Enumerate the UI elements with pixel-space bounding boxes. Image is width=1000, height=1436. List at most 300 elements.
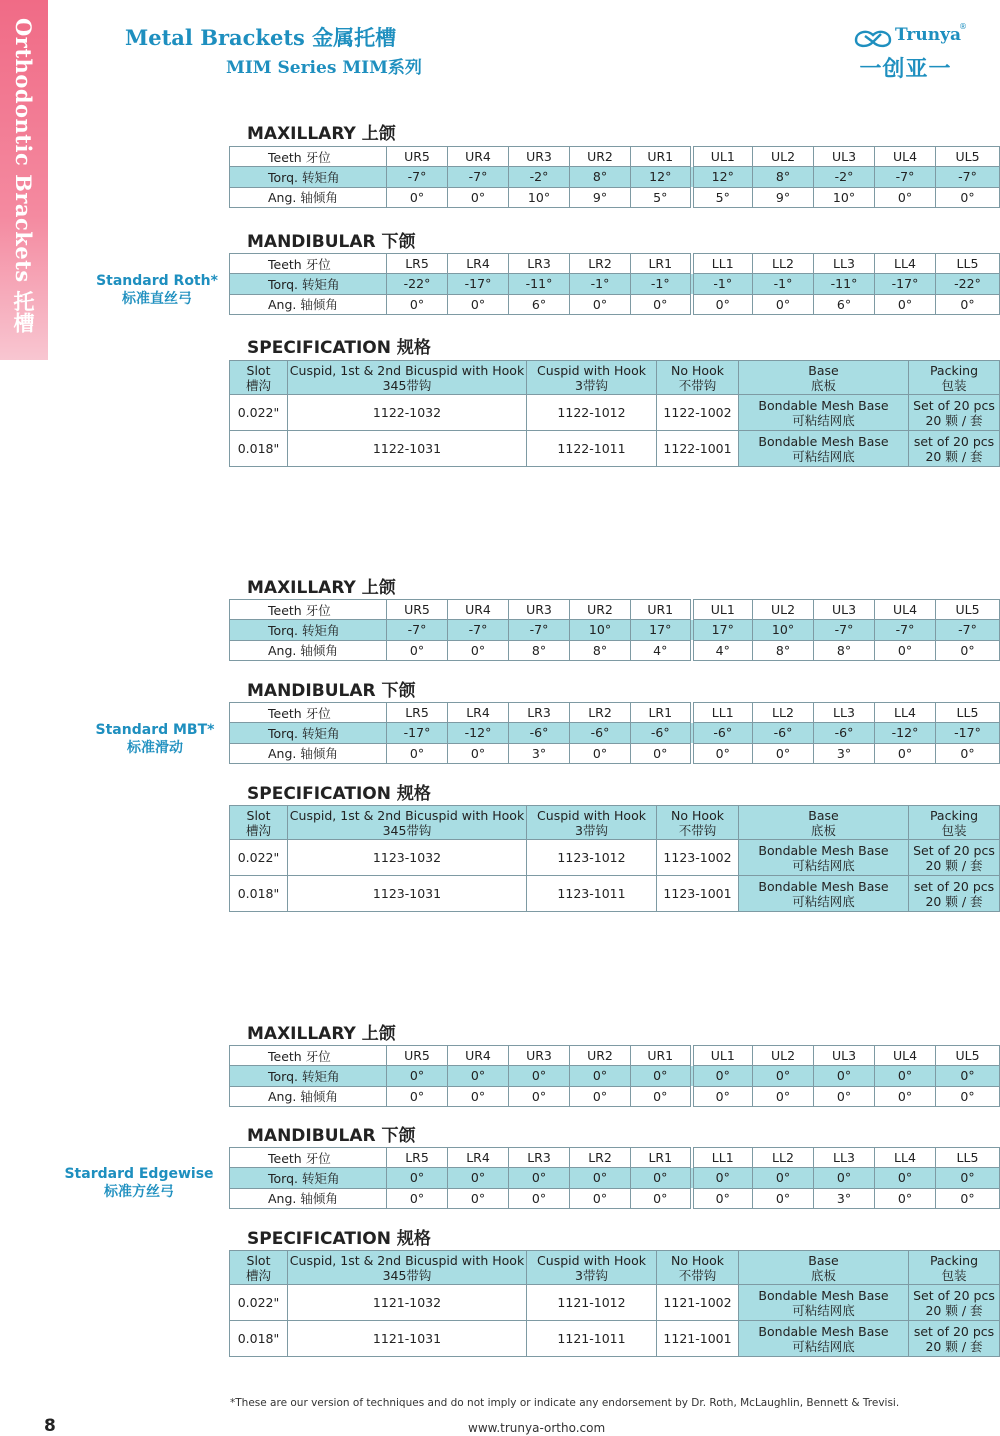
table-cell: 0° — [936, 743, 1000, 763]
table-cell: 0° — [936, 1066, 1000, 1086]
table-cell: LL3 — [814, 254, 875, 274]
specification-title: SPECIFICATION 规格 — [247, 338, 431, 358]
table-row — [230, 1066, 1000, 1086]
technique-label: Standard MBT* 标准滑动 — [95, 722, 215, 756]
table-cell: 0° — [692, 1086, 753, 1106]
table-cell: LL2 — [753, 1148, 814, 1168]
table-cell: -17° — [875, 274, 936, 294]
spec-column-header: Cuspid with Hook 3带钩 — [527, 361, 657, 395]
table-cell: 12° — [631, 167, 692, 187]
table-cell: LL5 — [936, 1148, 1000, 1168]
row-header: Teeth 牙位 — [230, 600, 387, 620]
table-cell: -7° — [448, 620, 509, 640]
table-row — [230, 254, 1000, 274]
table-cell: 0° — [936, 187, 1000, 207]
table-cell: LR3 — [509, 703, 570, 723]
table-cell: LL2 — [753, 254, 814, 274]
table-cell: -7° — [875, 167, 936, 187]
table-cell: -7° — [387, 167, 448, 187]
table-cell: 3° — [814, 1188, 875, 1208]
row-header: Teeth 牙位 — [230, 147, 387, 167]
table-cell: LL1 — [692, 1148, 753, 1168]
table-cell: 8° — [570, 167, 631, 187]
table-row — [230, 1046, 1000, 1066]
table-cell: 0° — [570, 743, 631, 763]
table-cell: 9° — [570, 187, 631, 207]
table-cell: -6° — [814, 723, 875, 743]
table-cell: UL5 — [936, 147, 1000, 167]
table-cell: LR4 — [448, 1148, 509, 1168]
spec-column-header: Cuspid, 1st & 2nd Bicuspid with Hook 345带钩 — [288, 806, 527, 840]
table-row — [230, 1168, 1000, 1188]
table-cell: 0° — [753, 1086, 814, 1106]
slot-size: 0.022" — [230, 395, 288, 431]
table-cell: 0° — [570, 1188, 631, 1208]
table-cell: 0° — [692, 294, 753, 314]
logo-registered-mark: ® — [959, 22, 967, 31]
table-cell: UL5 — [936, 1046, 1000, 1066]
part-number: 1121-1001 — [657, 1321, 739, 1357]
table-cell: LR1 — [631, 1148, 692, 1168]
packing: Set of 20 pcs 20 颗 / 套 — [909, 840, 1000, 876]
table-cell: 0° — [875, 640, 936, 660]
table-cell: 5° — [631, 187, 692, 207]
table-cell: 0° — [875, 1066, 936, 1086]
table-cell: LR2 — [570, 254, 631, 274]
table-cell: 0° — [570, 294, 631, 314]
table-cell: -22° — [387, 274, 448, 294]
table-row — [230, 274, 1000, 294]
specification-title: SPECIFICATION 规格 — [247, 1229, 431, 1249]
table-row — [230, 620, 1000, 640]
table-cell: UR4 — [448, 600, 509, 620]
spec-row — [230, 431, 1000, 467]
table-cell: 9° — [753, 187, 814, 207]
base-type: Bondable Mesh Base 可粘结网底 — [739, 1285, 909, 1321]
table-cell: -12° — [875, 723, 936, 743]
table-cell: 0° — [387, 294, 448, 314]
table-cell: 0° — [692, 1168, 753, 1188]
table-cell: 0° — [631, 1066, 692, 1086]
table-row — [230, 600, 1000, 620]
table-cell: 0° — [936, 1188, 1000, 1208]
spec-header-row — [230, 361, 1000, 395]
spec-column-header: No Hook 不带钩 — [657, 1251, 739, 1285]
spec-column-header: Slot 槽沟 — [230, 1251, 288, 1285]
row-header: Ang. 轴倾角 — [230, 1188, 387, 1208]
table-row — [230, 640, 1000, 660]
table-cell: 0° — [509, 1086, 570, 1106]
part-number: 1121-1031 — [288, 1321, 527, 1357]
part-number: 1122-1011 — [527, 431, 657, 467]
table-cell: 0° — [631, 1168, 692, 1188]
logo-wordmark: Trunya — [895, 25, 961, 45]
maxillary-title: MAXILLARY 上颌 — [247, 578, 396, 598]
row-header: Torq. 转矩角 — [230, 723, 387, 743]
slot-size: 0.022" — [230, 1285, 288, 1321]
table-cell: LL4 — [875, 1148, 936, 1168]
table-cell: 0° — [875, 743, 936, 763]
table-cell: -7° — [448, 167, 509, 187]
table-cell: UR3 — [509, 147, 570, 167]
technique-label: Stardard Edgewise 标准方丝弓 — [64, 1166, 214, 1200]
part-number: 1122-1031 — [288, 431, 527, 467]
table-cell: 17° — [692, 620, 753, 640]
table-cell: 10° — [753, 620, 814, 640]
table-cell: 0° — [448, 743, 509, 763]
table-cell: -7° — [936, 620, 1000, 640]
part-number: 1122-1001 — [657, 431, 739, 467]
table-cell: 0° — [387, 1086, 448, 1106]
table-cell: 0° — [631, 294, 692, 314]
table-cell: 6° — [814, 294, 875, 314]
spec-header-row — [230, 1251, 1000, 1285]
table-cell: 0° — [509, 1188, 570, 1208]
table-cell: -17° — [448, 274, 509, 294]
technique-label: Standard Roth* 标准直丝弓 — [96, 273, 218, 307]
table-cell: UL4 — [875, 1046, 936, 1066]
website-url: www.trunya-ortho.com — [468, 1421, 606, 1435]
spec-column-header: Base 底板 — [739, 806, 909, 840]
base-type: Bondable Mesh Base 可粘结网底 — [739, 395, 909, 431]
page-title: Metal Brackets 金属托槽 — [125, 25, 397, 50]
table-cell: LR5 — [387, 703, 448, 723]
part-number: 1123-1031 — [288, 876, 527, 912]
side-banner-text: Orthodontic Brackets 托槽 — [11, 18, 36, 334]
table-cell: 8° — [753, 167, 814, 187]
table-cell: 12° — [692, 167, 753, 187]
table-cell: 0° — [936, 294, 1000, 314]
table-cell: UR5 — [387, 600, 448, 620]
maxillary-title: MAXILLARY 上颌 — [247, 1024, 396, 1044]
table-cell: 0° — [875, 294, 936, 314]
table-cell: -2° — [814, 167, 875, 187]
spec-row — [230, 1285, 1000, 1321]
table-cell: 0° — [631, 743, 692, 763]
table-cell: 0° — [753, 1168, 814, 1188]
part-number: 1123-1002 — [657, 840, 739, 876]
table-cell: -6° — [753, 723, 814, 743]
table-cell: 0° — [875, 1086, 936, 1106]
table-cell: UR2 — [570, 147, 631, 167]
spec-column-header: No Hook 不带钩 — [657, 806, 739, 840]
spec-column-header: Cuspid, 1st & 2nd Bicuspid with Hook 345带钩 — [288, 361, 527, 395]
spec-column-header: Packing 包装 — [909, 806, 1000, 840]
logo-icon — [853, 26, 893, 50]
spec-column-header: No Hook 不带钩 — [657, 361, 739, 395]
table-cell: UR1 — [631, 600, 692, 620]
table-cell: UL2 — [753, 1046, 814, 1066]
row-header: Torq. 转矩角 — [230, 1066, 387, 1086]
table-cell: LL3 — [814, 1148, 875, 1168]
mandibular-title: MANDIBULAR 下颌 — [247, 1126, 416, 1146]
table-cell: LR2 — [570, 1148, 631, 1168]
part-number: 1121-1012 — [527, 1285, 657, 1321]
table-cell: 10° — [814, 187, 875, 207]
row-header: Ang. 轴倾角 — [230, 187, 387, 207]
base-type: Bondable Mesh Base 可粘结网底 — [739, 1321, 909, 1357]
table-cell: 0° — [387, 187, 448, 207]
spec-row — [230, 840, 1000, 876]
spec-row — [230, 1321, 1000, 1357]
table-cell: 0° — [387, 1066, 448, 1086]
part-number: 1123-1001 — [657, 876, 739, 912]
table-cell: 0° — [448, 1086, 509, 1106]
table-cell: 0° — [631, 1188, 692, 1208]
table-row — [230, 147, 1000, 167]
table-cell: LR4 — [448, 703, 509, 723]
table-cell: -7° — [875, 620, 936, 640]
table-cell: 0° — [936, 640, 1000, 660]
packing: Set of 20 pcs 20 颗 / 套 — [909, 395, 1000, 431]
table-cell: 0° — [692, 743, 753, 763]
table-cell: 0° — [753, 1188, 814, 1208]
table-cell: 8° — [570, 640, 631, 660]
table-row — [230, 1148, 1000, 1168]
table-row — [230, 294, 1000, 314]
table-cell: LR2 — [570, 703, 631, 723]
table-cell: UR4 — [448, 1046, 509, 1066]
side-banner — [0, 0, 48, 360]
maxillary-table — [229, 1045, 1000, 1107]
page-number: 8 — [44, 1416, 56, 1436]
row-header: Teeth 牙位 — [230, 254, 387, 274]
part-number: 1121-1032 — [288, 1285, 527, 1321]
table-cell: LR3 — [509, 254, 570, 274]
specification-table — [229, 360, 1000, 467]
table-cell: -7° — [814, 620, 875, 640]
table-cell: 5° — [692, 187, 753, 207]
table-cell: 8° — [509, 640, 570, 660]
packing: set of 20 pcs 20 颗 / 套 — [909, 431, 1000, 467]
mandibular-table — [229, 1147, 1000, 1209]
table-cell: LL5 — [936, 703, 1000, 723]
row-header: Teeth 牙位 — [230, 1148, 387, 1168]
specification-title: SPECIFICATION 规格 — [247, 784, 431, 804]
table-cell: UR1 — [631, 147, 692, 167]
spec-column-header: Slot 槽沟 — [230, 806, 288, 840]
spec-column-header: Slot 槽沟 — [230, 361, 288, 395]
table-cell: LL1 — [692, 703, 753, 723]
row-header: Teeth 牙位 — [230, 1046, 387, 1066]
table-cell: 0° — [692, 1066, 753, 1086]
row-header: Torq. 转矩角 — [230, 620, 387, 640]
table-cell: -11° — [814, 274, 875, 294]
page-subtitle: MIM Series MIM系列 — [226, 58, 422, 78]
table-cell: UR2 — [570, 1046, 631, 1066]
table-cell: 0° — [448, 1168, 509, 1188]
spec-column-header: Cuspid with Hook 3带钩 — [527, 1251, 657, 1285]
packing: Set of 20 pcs 20 颗 / 套 — [909, 1285, 1000, 1321]
table-cell: LR5 — [387, 254, 448, 274]
trunya-logo — [853, 22, 978, 80]
mandibular-title: MANDIBULAR 下颌 — [247, 232, 416, 252]
table-cell: -22° — [936, 274, 1000, 294]
table-cell: 0° — [875, 187, 936, 207]
table-cell: UR5 — [387, 147, 448, 167]
table-cell: 0° — [448, 1188, 509, 1208]
spec-column-header: Cuspid, 1st & 2nd Bicuspid with Hook 345带钩 — [288, 1251, 527, 1285]
table-cell: -6° — [631, 723, 692, 743]
table-cell: UR3 — [509, 1046, 570, 1066]
part-number: 1122-1012 — [527, 395, 657, 431]
spec-column-header: Cuspid with Hook 3带钩 — [527, 806, 657, 840]
table-cell: LL4 — [875, 254, 936, 274]
table-cell: -1° — [753, 274, 814, 294]
table-cell: -1° — [631, 274, 692, 294]
table-cell: UL4 — [875, 600, 936, 620]
footnote: *These are our version of techniques and do not imply or indicate any endorsement by Dr. Roth, McLaughlin, Bennett & Trevisi. — [230, 1397, 900, 1409]
table-cell: 4° — [631, 640, 692, 660]
part-number: 1123-1032 — [288, 840, 527, 876]
table-cell: UR5 — [387, 1046, 448, 1066]
spec-header-row — [230, 806, 1000, 840]
table-cell: UL1 — [692, 147, 753, 167]
spec-row — [230, 395, 1000, 431]
table-cell: 3° — [814, 743, 875, 763]
row-header: Torq. 转矩角 — [230, 167, 387, 187]
spec-column-header: Base 底板 — [739, 361, 909, 395]
table-cell: LL4 — [875, 703, 936, 723]
table-cell: 0° — [814, 1168, 875, 1188]
table-cell: 0° — [692, 1188, 753, 1208]
table-cell: UL5 — [936, 600, 1000, 620]
table-cell: -6° — [570, 723, 631, 743]
table-cell: 0° — [570, 1066, 631, 1086]
table-cell: 17° — [631, 620, 692, 640]
spec-column-header: Packing 包装 — [909, 1251, 1000, 1285]
table-cell: 6° — [509, 294, 570, 314]
table-cell: UL2 — [753, 147, 814, 167]
table-cell: -7° — [509, 620, 570, 640]
specification-table — [229, 1250, 1000, 1357]
slot-size: 0.018" — [230, 876, 288, 912]
part-number: 1121-1002 — [657, 1285, 739, 1321]
spec-column-header: Base 底板 — [739, 1251, 909, 1285]
table-cell: -17° — [936, 723, 1000, 743]
table-cell: UL3 — [814, 600, 875, 620]
slot-size: 0.022" — [230, 840, 288, 876]
maxillary-table — [229, 146, 1000, 208]
table-cell: -6° — [692, 723, 753, 743]
table-cell: 0° — [570, 1168, 631, 1188]
table-cell: LR5 — [387, 1148, 448, 1168]
mandibular-title: MANDIBULAR 下颌 — [247, 681, 416, 701]
table-cell: 8° — [814, 640, 875, 660]
maxillary-title: MAXILLARY 上颌 — [247, 124, 396, 144]
table-cell: 0° — [387, 1188, 448, 1208]
table-cell: 0° — [448, 1066, 509, 1086]
table-cell: UR3 — [509, 600, 570, 620]
table-cell: 0° — [936, 1086, 1000, 1106]
table-cell: 0° — [875, 1168, 936, 1188]
table-cell: LL3 — [814, 703, 875, 723]
table-row — [230, 703, 1000, 723]
table-cell: LR1 — [631, 703, 692, 723]
table-cell: -7° — [936, 167, 1000, 187]
spec-column-header: Packing 包装 — [909, 361, 1000, 395]
table-cell: LL5 — [936, 254, 1000, 274]
table-cell: -12° — [448, 723, 509, 743]
table-cell: 0° — [387, 743, 448, 763]
table-row — [230, 1188, 1000, 1208]
table-cell: 8° — [753, 640, 814, 660]
table-cell: 0° — [753, 743, 814, 763]
table-cell: 0° — [387, 640, 448, 660]
row-header: Ang. 轴倾角 — [230, 743, 387, 763]
part-number: 1122-1002 — [657, 395, 739, 431]
table-cell: 0° — [753, 294, 814, 314]
table-cell: -7° — [387, 620, 448, 640]
mandibular-table — [229, 702, 1000, 764]
table-cell: UL3 — [814, 1046, 875, 1066]
table-cell: LR1 — [631, 254, 692, 274]
table-cell: 0° — [814, 1086, 875, 1106]
row-header: Teeth 牙位 — [230, 703, 387, 723]
table-cell: -11° — [509, 274, 570, 294]
specification-table — [229, 805, 1000, 912]
table-cell: 4° — [692, 640, 753, 660]
table-row — [230, 187, 1000, 207]
table-cell: 0° — [448, 294, 509, 314]
table-cell: 0° — [936, 1168, 1000, 1188]
row-header: Ang. 轴倾角 — [230, 1086, 387, 1106]
table-cell: UL1 — [692, 1046, 753, 1066]
row-header: Ang. 轴倾角 — [230, 294, 387, 314]
row-header: Ang. 轴倾角 — [230, 640, 387, 660]
base-type: Bondable Mesh Base 可粘结网底 — [739, 840, 909, 876]
packing: set of 20 pcs 20 颗 / 套 — [909, 876, 1000, 912]
table-cell: LL1 — [692, 254, 753, 274]
part-number: 1121-1011 — [527, 1321, 657, 1357]
part-number: 1122-1032 — [288, 395, 527, 431]
logo-chinese-name: 一创亚一 — [859, 57, 952, 82]
part-number: 1123-1011 — [527, 876, 657, 912]
table-cell: UL2 — [753, 600, 814, 620]
row-header: Torq. 转矩角 — [230, 1168, 387, 1188]
table-row — [230, 167, 1000, 187]
table-cell: 0° — [875, 1188, 936, 1208]
table-cell: LR4 — [448, 254, 509, 274]
table-cell: 0° — [814, 1066, 875, 1086]
row-header: Torq. 转矩角 — [230, 274, 387, 294]
table-cell: LR3 — [509, 1148, 570, 1168]
table-cell: 0° — [509, 1168, 570, 1188]
table-cell: UR1 — [631, 1046, 692, 1066]
table-cell: -1° — [692, 274, 753, 294]
table-cell: -2° — [509, 167, 570, 187]
table-row — [230, 743, 1000, 763]
table-cell: 0° — [570, 1086, 631, 1106]
table-cell: LL2 — [753, 703, 814, 723]
table-cell: 0° — [509, 1066, 570, 1086]
table-cell: 3° — [509, 743, 570, 763]
slot-size: 0.018" — [230, 431, 288, 467]
table-cell: UL1 — [692, 600, 753, 620]
part-number: 1123-1012 — [527, 840, 657, 876]
mandibular-table — [229, 253, 1000, 315]
table-cell: -17° — [387, 723, 448, 743]
table-cell: 0° — [753, 1066, 814, 1086]
table-cell: -1° — [570, 274, 631, 294]
spec-row — [230, 876, 1000, 912]
table-cell: 10° — [509, 187, 570, 207]
table-cell: UR2 — [570, 600, 631, 620]
table-cell: UL3 — [814, 147, 875, 167]
table-cell: UL4 — [875, 147, 936, 167]
maxillary-table — [229, 599, 1000, 661]
packing: set of 20 pcs 20 颗 / 套 — [909, 1321, 1000, 1357]
